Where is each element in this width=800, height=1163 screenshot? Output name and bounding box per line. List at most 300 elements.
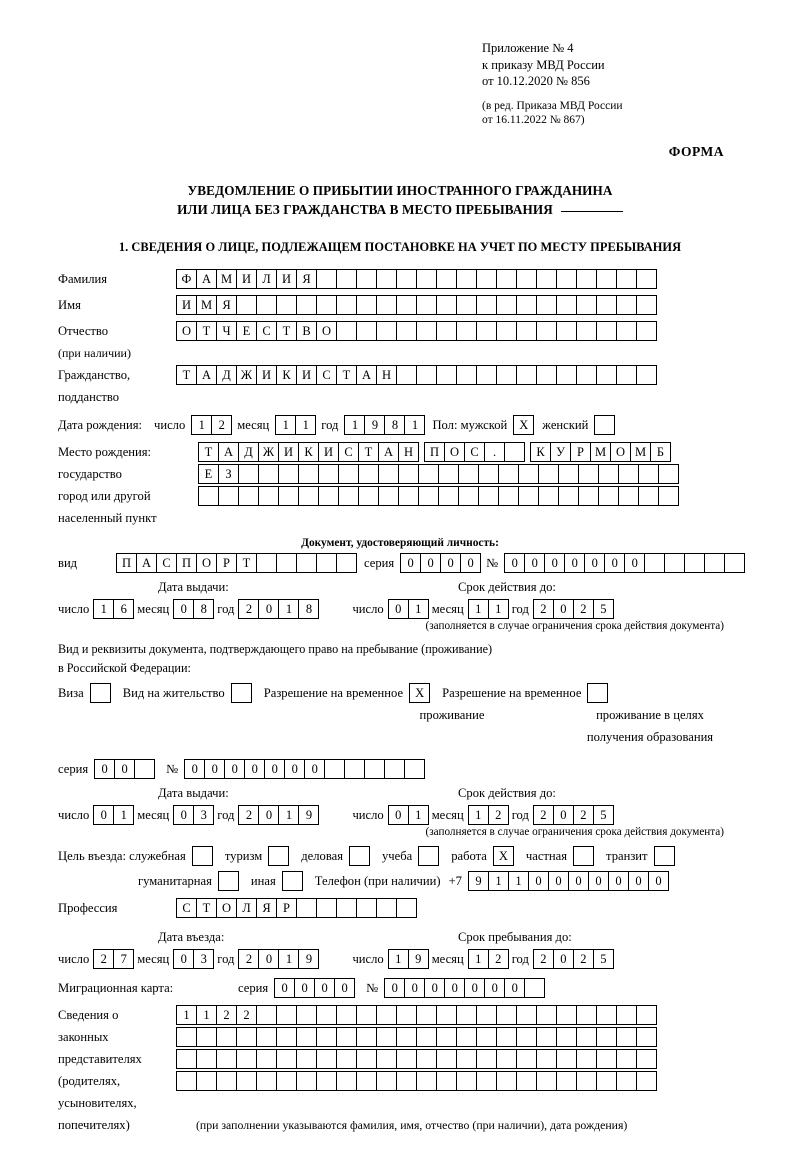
profession-input[interactable]	[176, 898, 416, 918]
cell[interactable]	[456, 365, 477, 385]
cell[interactable]: 0	[544, 553, 565, 573]
cell[interactable]	[644, 553, 665, 573]
cell[interactable]: Д	[216, 365, 237, 385]
cell[interactable]	[218, 486, 239, 506]
cell[interactable]: М	[630, 442, 651, 462]
cell[interactable]: 0	[334, 978, 355, 998]
cell[interactable]	[396, 269, 417, 289]
cell[interactable]: 1	[278, 805, 299, 825]
entry-year-input[interactable]	[238, 949, 318, 969]
cell[interactable]	[396, 1071, 417, 1091]
cell[interactable]: 2	[488, 949, 509, 969]
cell[interactable]	[416, 1049, 437, 1069]
cell[interactable]	[336, 553, 357, 573]
citizenship-input[interactable]	[176, 365, 656, 385]
cell[interactable]: 9	[408, 949, 429, 969]
birth-day-input[interactable]	[191, 415, 231, 435]
cell[interactable]	[324, 759, 345, 779]
cell[interactable]	[418, 486, 439, 506]
legal-rep-input-line-2[interactable]	[176, 1027, 656, 1047]
cell[interactable]: Н	[398, 442, 419, 462]
cell[interactable]	[596, 1005, 617, 1025]
cell[interactable]	[258, 464, 279, 484]
cell[interactable]: 0	[314, 978, 335, 998]
cell[interactable]: И	[318, 442, 339, 462]
cell[interactable]: 1	[408, 805, 429, 825]
cell[interactable]	[416, 1005, 437, 1025]
cell[interactable]: 1	[404, 415, 425, 435]
cell[interactable]	[336, 1005, 357, 1025]
cell[interactable]	[316, 269, 337, 289]
cell[interactable]	[276, 553, 297, 573]
cell[interactable]: П	[116, 553, 137, 573]
cell[interactable]	[538, 464, 559, 484]
cell[interactable]	[436, 1049, 457, 1069]
cell[interactable]	[256, 295, 277, 315]
cell[interactable]	[296, 1071, 317, 1091]
cell[interactable]	[176, 1071, 197, 1091]
cell[interactable]: И	[176, 295, 197, 315]
phone-input[interactable]	[468, 871, 668, 891]
doc-valid-day-input[interactable]	[388, 599, 428, 619]
patronymic-input[interactable]	[176, 321, 656, 341]
cell[interactable]: М	[196, 295, 217, 315]
cell[interactable]	[376, 321, 397, 341]
cell[interactable]	[516, 321, 537, 341]
cell[interactable]: В	[296, 321, 317, 341]
cell[interactable]	[638, 486, 659, 506]
birth-place-input-line-2[interactable]	[198, 464, 678, 484]
permit-number-input[interactable]	[184, 759, 424, 779]
cell[interactable]	[576, 1071, 597, 1091]
cell[interactable]	[516, 1071, 537, 1091]
cell[interactable]	[596, 1049, 617, 1069]
cell[interactable]: 0	[553, 599, 574, 619]
cell[interactable]	[456, 1027, 477, 1047]
cell[interactable]	[276, 1049, 297, 1069]
purpose-tourism-checkbox[interactable]	[268, 846, 289, 866]
cell[interactable]	[376, 269, 397, 289]
cell[interactable]	[536, 1027, 557, 1047]
cell[interactable]	[536, 269, 557, 289]
cell[interactable]	[236, 1049, 257, 1069]
birth-month-input[interactable]	[275, 415, 315, 435]
cell[interactable]	[376, 898, 397, 918]
cell[interactable]: Н	[376, 365, 397, 385]
cell[interactable]: 0	[258, 805, 279, 825]
cell[interactable]: 0	[93, 805, 114, 825]
cell[interactable]: 2	[488, 805, 509, 825]
cell[interactable]	[556, 321, 577, 341]
purpose-humanitarian-checkbox[interactable]	[218, 871, 239, 891]
cell[interactable]: 1	[275, 415, 296, 435]
cell[interactable]: 0	[274, 978, 295, 998]
cell[interactable]	[596, 1027, 617, 1047]
cell[interactable]	[358, 486, 379, 506]
cell[interactable]	[396, 898, 417, 918]
cell[interactable]	[478, 486, 499, 506]
cell[interactable]: О	[216, 898, 237, 918]
cell[interactable]	[496, 1005, 517, 1025]
cell[interactable]: 2	[211, 415, 232, 435]
cell[interactable]: 1	[93, 599, 114, 619]
cell[interactable]	[478, 464, 499, 484]
cell[interactable]	[658, 486, 679, 506]
cell[interactable]	[336, 1027, 357, 1047]
cell[interactable]	[296, 553, 317, 573]
legal-rep-input-line-1[interactable]	[176, 1005, 656, 1025]
cell[interactable]	[456, 1071, 477, 1091]
cell[interactable]	[504, 442, 525, 462]
cell[interactable]	[516, 1049, 537, 1069]
cell[interactable]: С	[338, 442, 359, 462]
cell[interactable]: Т	[358, 442, 379, 462]
cell[interactable]: С	[156, 553, 177, 573]
cell[interactable]: Т	[196, 898, 217, 918]
cell[interactable]	[476, 321, 497, 341]
cell[interactable]	[636, 365, 657, 385]
cell[interactable]	[316, 1049, 337, 1069]
cell[interactable]: И	[236, 269, 257, 289]
cell[interactable]: 0	[388, 599, 409, 619]
cell[interactable]	[438, 464, 459, 484]
cell[interactable]: И	[278, 442, 299, 462]
cell[interactable]	[636, 1005, 657, 1025]
cell[interactable]: Ж	[236, 365, 257, 385]
cell[interactable]	[396, 295, 417, 315]
stay-year-input[interactable]	[533, 949, 613, 969]
cell[interactable]	[396, 1005, 417, 1025]
cell[interactable]: 2	[533, 805, 554, 825]
cell[interactable]	[276, 1071, 297, 1091]
cell[interactable]	[536, 1049, 557, 1069]
cell[interactable]	[598, 486, 619, 506]
cell[interactable]: 1	[278, 949, 299, 969]
doc-valid-month-input[interactable]	[468, 599, 508, 619]
cell[interactable]: 2	[533, 599, 554, 619]
cell[interactable]	[558, 464, 579, 484]
permit-issue-month-input[interactable]	[173, 805, 213, 825]
cell[interactable]: 0	[94, 759, 115, 779]
cell[interactable]: А	[378, 442, 399, 462]
cell[interactable]	[536, 365, 557, 385]
permit-issue-year-input[interactable]	[238, 805, 318, 825]
cell[interactable]: 0	[294, 978, 315, 998]
cell[interactable]	[576, 321, 597, 341]
cell[interactable]	[616, 1005, 637, 1025]
cell[interactable]	[318, 464, 339, 484]
cell[interactable]	[576, 365, 597, 385]
cell[interactable]: 0	[258, 599, 279, 619]
cell[interactable]	[536, 321, 557, 341]
cell[interactable]: 0	[184, 759, 205, 779]
cell[interactable]: 8	[298, 599, 319, 619]
cell[interactable]	[356, 295, 377, 315]
cell[interactable]	[296, 1005, 317, 1025]
cell[interactable]	[276, 295, 297, 315]
cell[interactable]	[616, 295, 637, 315]
cell[interactable]: 1	[488, 871, 509, 891]
cell[interactable]	[536, 1071, 557, 1091]
entry-day-input[interactable]	[93, 949, 133, 969]
doc-issue-month-input[interactable]	[173, 599, 213, 619]
cell[interactable]: Т	[198, 442, 219, 462]
cell[interactable]: Е	[198, 464, 219, 484]
sex-male-checkbox[interactable]: X	[513, 415, 534, 435]
cell[interactable]: 0	[524, 553, 545, 573]
cell[interactable]: 0	[244, 759, 265, 779]
cell[interactable]: 7	[113, 949, 134, 969]
cell[interactable]	[496, 365, 517, 385]
doc-valid-year-input[interactable]	[533, 599, 613, 619]
cell[interactable]	[596, 295, 617, 315]
cell[interactable]	[578, 486, 599, 506]
cell[interactable]: 1	[295, 415, 316, 435]
cell[interactable]: 0	[464, 978, 485, 998]
cell[interactable]: Р	[216, 553, 237, 573]
cell[interactable]	[516, 365, 537, 385]
cell[interactable]	[378, 486, 399, 506]
cell[interactable]: 1	[468, 599, 489, 619]
purpose-business-checkbox[interactable]	[349, 846, 370, 866]
cell[interactable]	[256, 1049, 277, 1069]
cell[interactable]	[498, 486, 519, 506]
cell[interactable]	[556, 365, 577, 385]
cell[interactable]	[356, 1005, 377, 1025]
permit-valid-year-input[interactable]	[533, 805, 613, 825]
cell[interactable]: Т	[236, 553, 257, 573]
cell[interactable]: 5	[593, 805, 614, 825]
cell[interactable]	[338, 486, 359, 506]
cell[interactable]	[456, 321, 477, 341]
cell[interactable]	[458, 464, 479, 484]
cell[interactable]	[404, 759, 425, 779]
cell[interactable]	[496, 1049, 517, 1069]
cell[interactable]: 1	[408, 599, 429, 619]
cell[interactable]: 0	[568, 871, 589, 891]
cell[interactable]	[296, 1027, 317, 1047]
cell[interactable]	[356, 1049, 377, 1069]
cell[interactable]	[216, 1071, 237, 1091]
cell[interactable]: 0	[204, 759, 225, 779]
cell[interactable]: Т	[176, 365, 197, 385]
surname-input[interactable]	[176, 269, 656, 289]
temp-residence-checkbox[interactable]: X	[409, 683, 430, 703]
cell[interactable]: Д	[238, 442, 259, 462]
purpose-private-checkbox[interactable]	[573, 846, 594, 866]
cell[interactable]	[496, 269, 517, 289]
cell[interactable]	[416, 269, 437, 289]
cell[interactable]: 0	[444, 978, 465, 998]
cell[interactable]	[336, 321, 357, 341]
doc-number-input[interactable]	[504, 553, 744, 573]
cell[interactable]	[456, 1005, 477, 1025]
cell[interactable]	[616, 365, 637, 385]
cell[interactable]: А	[218, 442, 239, 462]
cell[interactable]: 9	[364, 415, 385, 435]
cell[interactable]	[516, 1005, 537, 1025]
cell[interactable]	[616, 1027, 637, 1047]
cell[interactable]: 0	[564, 553, 585, 573]
cell[interactable]: А	[196, 269, 217, 289]
cell[interactable]	[636, 1071, 657, 1091]
cell[interactable]	[658, 464, 679, 484]
cell[interactable]: 2	[216, 1005, 237, 1025]
cell[interactable]	[456, 1049, 477, 1069]
cell[interactable]	[238, 464, 259, 484]
cell[interactable]: 0	[304, 759, 325, 779]
cell[interactable]: 0	[440, 553, 461, 573]
cell[interactable]	[636, 1049, 657, 1069]
cell[interactable]: Я	[256, 898, 277, 918]
cell[interactable]	[536, 295, 557, 315]
cell[interactable]: Т	[276, 321, 297, 341]
cell[interactable]: 6	[113, 599, 134, 619]
cell[interactable]	[436, 1071, 457, 1091]
cell[interactable]: 9	[298, 949, 319, 969]
cell[interactable]	[436, 295, 457, 315]
cell[interactable]: О	[610, 442, 631, 462]
cell[interactable]	[456, 295, 477, 315]
cell[interactable]	[576, 269, 597, 289]
cell[interactable]	[134, 759, 155, 779]
cell[interactable]: 0	[264, 759, 285, 779]
cell[interactable]: 0	[284, 759, 305, 779]
cell[interactable]: 1	[388, 949, 409, 969]
cell[interactable]	[476, 1071, 497, 1091]
cell[interactable]	[596, 1071, 617, 1091]
cell[interactable]	[396, 365, 417, 385]
cell[interactable]	[576, 1005, 597, 1025]
cell[interactable]: 1	[196, 1005, 217, 1025]
cell[interactable]: М	[216, 269, 237, 289]
stay-month-input[interactable]	[468, 949, 508, 969]
cell[interactable]	[398, 486, 419, 506]
cell[interactable]	[476, 269, 497, 289]
cell[interactable]: 2	[238, 599, 259, 619]
cell[interactable]: К	[298, 442, 319, 462]
cell[interactable]: К	[530, 442, 551, 462]
cell[interactable]	[296, 1049, 317, 1069]
cell[interactable]	[276, 1027, 297, 1047]
cell[interactable]	[356, 898, 377, 918]
cell[interactable]	[724, 553, 745, 573]
entry-month-input[interactable]	[173, 949, 213, 969]
cell[interactable]	[576, 295, 597, 315]
cell[interactable]: 1	[191, 415, 212, 435]
cell[interactable]: 1	[344, 415, 365, 435]
cell[interactable]	[438, 486, 459, 506]
legal-rep-input-line-3[interactable]	[176, 1049, 656, 1069]
cell[interactable]: 1	[468, 949, 489, 969]
cell[interactable]: Е	[236, 321, 257, 341]
legal-rep-input-line-4[interactable]	[176, 1071, 656, 1091]
cell[interactable]: 0	[504, 978, 525, 998]
cell[interactable]: О	[176, 321, 197, 341]
doc-kind-input[interactable]	[116, 553, 356, 573]
cell[interactable]	[298, 486, 319, 506]
cell[interactable]	[516, 1027, 537, 1047]
cell[interactable]	[536, 1005, 557, 1025]
cell[interactable]	[538, 486, 559, 506]
cell[interactable]: Ж	[258, 442, 279, 462]
cell[interactable]: У	[550, 442, 571, 462]
cell[interactable]	[436, 269, 457, 289]
cell[interactable]: 1	[488, 599, 509, 619]
cell[interactable]: 0	[628, 871, 649, 891]
cell[interactable]	[196, 1027, 217, 1047]
cell[interactable]	[318, 486, 339, 506]
cell[interactable]: А	[356, 365, 377, 385]
cell[interactable]	[636, 295, 657, 315]
cell[interactable]: А	[136, 553, 157, 573]
cell[interactable]: 1	[278, 599, 299, 619]
cell[interactable]: С	[316, 365, 337, 385]
cell[interactable]	[704, 553, 725, 573]
cell[interactable]: 5	[593, 949, 614, 969]
cell[interactable]	[238, 486, 259, 506]
cell[interactable]	[398, 464, 419, 484]
cell[interactable]: 0	[460, 553, 481, 573]
cell[interactable]: Б	[650, 442, 671, 462]
cell[interactable]	[636, 1027, 657, 1047]
cell[interactable]	[358, 464, 379, 484]
cell[interactable]	[618, 464, 639, 484]
cell[interactable]: 0	[588, 871, 609, 891]
cell[interactable]	[664, 553, 685, 573]
cell[interactable]	[596, 321, 617, 341]
cell[interactable]: 0	[624, 553, 645, 573]
cell[interactable]	[496, 321, 517, 341]
cell[interactable]	[336, 269, 357, 289]
cell[interactable]: 0	[648, 871, 669, 891]
cell[interactable]: 8	[384, 415, 405, 435]
cell[interactable]: 1	[176, 1005, 197, 1025]
cell[interactable]: П	[176, 553, 197, 573]
cell[interactable]: Л	[256, 269, 277, 289]
cell[interactable]: 2	[573, 949, 594, 969]
cell[interactable]: А	[196, 365, 217, 385]
cell[interactable]	[636, 321, 657, 341]
cell[interactable]	[556, 1049, 577, 1069]
cell[interactable]: М	[590, 442, 611, 462]
cell[interactable]	[356, 269, 377, 289]
cell[interactable]	[416, 295, 437, 315]
cell[interactable]	[496, 295, 517, 315]
cell[interactable]: .	[484, 442, 505, 462]
cell[interactable]: И	[256, 365, 277, 385]
cell[interactable]: 0	[114, 759, 135, 779]
cell[interactable]: Т	[336, 365, 357, 385]
cell[interactable]	[356, 321, 377, 341]
cell[interactable]	[556, 1027, 577, 1047]
cell[interactable]	[636, 269, 657, 289]
cell[interactable]	[336, 295, 357, 315]
cell[interactable]	[344, 759, 365, 779]
cell[interactable]: 0	[404, 978, 425, 998]
cell[interactable]	[196, 1049, 217, 1069]
cell[interactable]	[416, 1071, 437, 1091]
cell[interactable]	[256, 1005, 277, 1025]
cell[interactable]: 0	[548, 871, 569, 891]
cell[interactable]	[638, 464, 659, 484]
cell[interactable]: 0	[553, 949, 574, 969]
cell[interactable]	[596, 365, 617, 385]
cell[interactable]	[558, 486, 579, 506]
cell[interactable]	[356, 1027, 377, 1047]
cell[interactable]	[336, 1049, 357, 1069]
cell[interactable]: 9	[468, 871, 489, 891]
